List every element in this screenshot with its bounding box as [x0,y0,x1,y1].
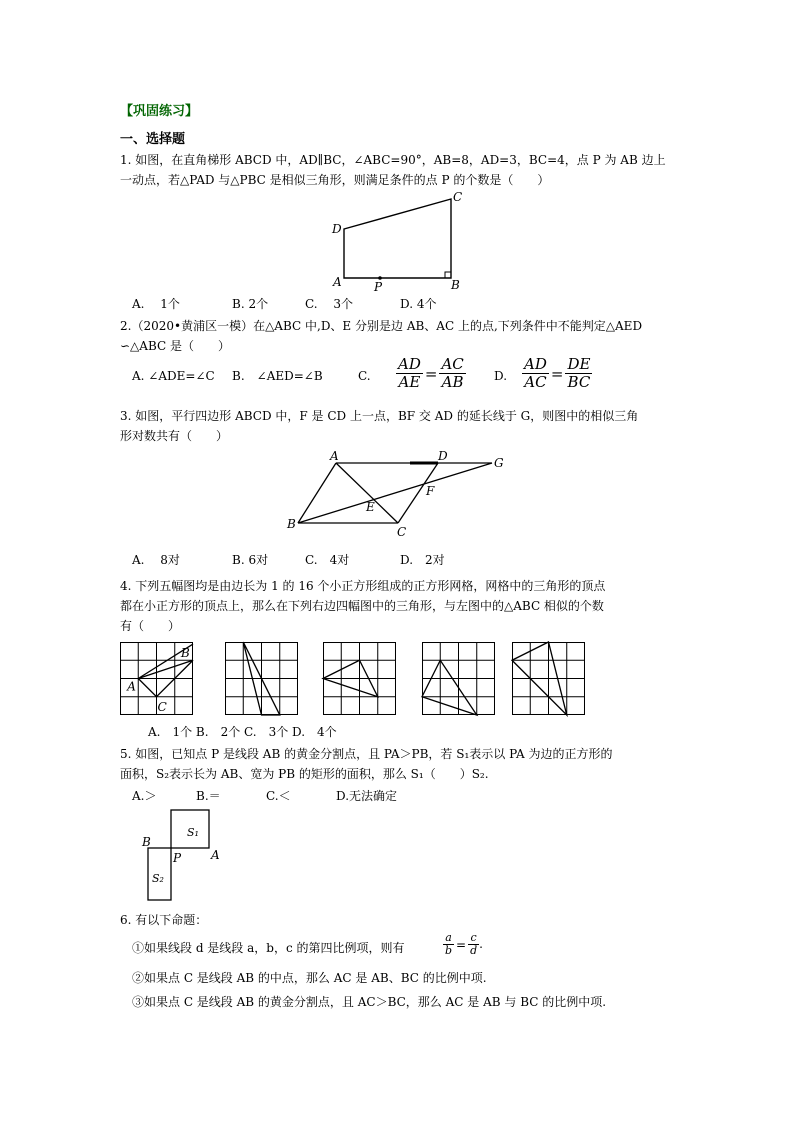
q6-item1 [132,940,405,956]
frac-num: AD [524,355,547,373]
q3-option-d[interactable]: D. 2对 [400,553,445,567]
frac-den: BC [567,373,591,391]
q6-item1-text: ①如果线段 d 是线段 a，b，c 的第四比例项，则有 [132,941,405,955]
q3-option-b[interactable]: B. 6对 [232,553,269,567]
grid-lines [422,642,495,715]
frac-num: DE [567,355,591,373]
q2-option-d-fraction [522,356,592,391]
label-s2: S₂ [152,872,164,885]
q1-line1: 1. 如图，在直角梯形 ABCD 中，AD∥BC，∠ABC=90°，AB=8，AD=3，BC=4，点 P 为 AB 边上 [120,153,666,167]
frac-den: d [470,944,478,957]
label-p: P [374,280,383,294]
q4-grid-figure-5 [512,642,585,715]
line-bg [298,463,492,523]
q2-option-a[interactable]: A. ∠ADE=∠C [132,369,215,383]
q4-grid-figure-4 [422,642,495,715]
q1-option-c[interactable]: C. 3个 [305,297,354,311]
q4-line2: 都在小正方形的顶点上，那么在下列右边四幅图中的三角形，与左图中的△ABC 相似的个数 [120,599,604,613]
frac-num: AC [441,355,464,373]
q1-trapezoid-figure [320,185,480,295]
q1-line2: 一动点，若△PAD 与△PBC 是相似三角形，则满足条件的点 P 的个数是（ ） [120,173,550,187]
label-c: C [397,525,407,539]
q2-option-c-fraction [396,356,466,391]
label-b: B [451,278,460,292]
period: . [479,937,483,951]
q4-line1: 4. 下列五幅图均是由边长为 1 的 16 个小正方形组成的正方形网格，网格中的三角形的顶点 [120,579,606,593]
q4-grid-figure-3 [323,642,396,715]
q3-line2: 形对数共有（ ） [120,429,229,443]
label-a: A [330,449,339,463]
section-tag: 【巩固练习】 [120,104,199,119]
q3-line1: 3. 如图，平行四边形 ABCD 中，F 是 CD 上一点，BF 交 AD 的延长线于 G，则图中的相似三角 [120,409,639,423]
frac-num: c [468,932,479,945]
frac-den: AB [441,373,464,391]
q1-option-b[interactable]: B. 2个 [232,297,269,311]
q6-intro: 6. 有以下命题： [120,913,208,927]
q3-option-c[interactable]: C. 4对 [305,553,350,567]
label-b: B [142,835,151,849]
equals-sign: = [456,937,467,952]
q1-option-d[interactable]: D. 4个 [400,297,437,311]
q2-option-d[interactable]: D. [494,369,508,383]
equals-sign: = [424,364,438,383]
frac-den: AE [398,373,421,391]
q2-option-c[interactable]: C. [358,369,371,383]
line-ac [336,463,398,523]
q1-option-a[interactable]: A. 1个 [132,297,180,311]
label-a: A [127,679,136,694]
q5-option-b[interactable]: B.＝ [196,789,221,803]
trapezoid-shape [344,199,451,278]
label-s1: S₁ [187,826,199,839]
q4-grid-figure-1 [120,642,193,715]
q2-line2: ∽△ABC 是（ ） [120,339,230,353]
frac-num: AD [398,355,421,373]
frac-den: b [445,944,453,957]
q5-line1: 5. 如图，已知点 P 是线段 AB 的黄金分割点，且 PA＞PB，若 S₁表示以 PA 为边的正方形的 [120,747,613,761]
q5-option-d[interactable]: D.无法确定 [336,789,398,803]
label-d: D [332,222,342,236]
frac-den: AC [524,373,547,391]
label-c: C [453,190,463,204]
grid-lines [512,642,585,715]
grid-lines [323,642,396,715]
q6-item3: ③如果点 C 是线段 AB 的黄金分割点，且 AC＞BC，那么 AC 是 AB 与 BC 的比例中项. [132,995,607,1009]
frac-num: a [443,932,454,945]
q2-option-b[interactable]: B. ∠AED=∠B [232,369,323,383]
label-d: D [438,449,448,463]
q4-options[interactable]: A. 1个 B. 2个 C. 3个 D. 4个 [148,725,337,739]
q4-grid-figure-2 [225,642,298,715]
label-p: P [173,851,182,865]
label-b: B [180,646,190,661]
section-title: 一、选择题 [120,132,186,147]
q5-option-c[interactable]: C.＜ [266,789,291,803]
label-g: G [494,456,504,470]
q4-line3: 有（ ） [120,619,181,633]
label-c: C [157,699,167,714]
q2-line1: 2.（2020•黄浦区一模）在△ABC 中,D、E 分别是边 AB、AC 上的点,下列条件中不能判定△AED [120,319,643,333]
label-a: A [211,848,220,862]
q3-parallelogram-figure [280,448,520,543]
q3-option-a[interactable]: A. 8对 [132,553,180,567]
label-b: B [287,517,296,531]
q5-line2: 面积，S₂表示长为 AB、宽为 PB 的矩形的面积，那么 S₁（ ）S₂. [120,767,489,781]
q5-option-a[interactable]: A.＞ [132,789,157,803]
triangle [422,660,477,715]
q6-item2: ②如果点 C 是线段 AB 的中点，那么 AC 是 AB、BC 的比例中项. [132,971,487,985]
q6-item1-fraction [443,932,483,957]
line-ab [298,463,336,523]
q5-golden-section-figure [130,806,230,906]
equals-sign: = [550,364,564,383]
label-e: E [366,500,375,514]
label-a: A [333,275,342,289]
label-f: F [426,484,435,498]
